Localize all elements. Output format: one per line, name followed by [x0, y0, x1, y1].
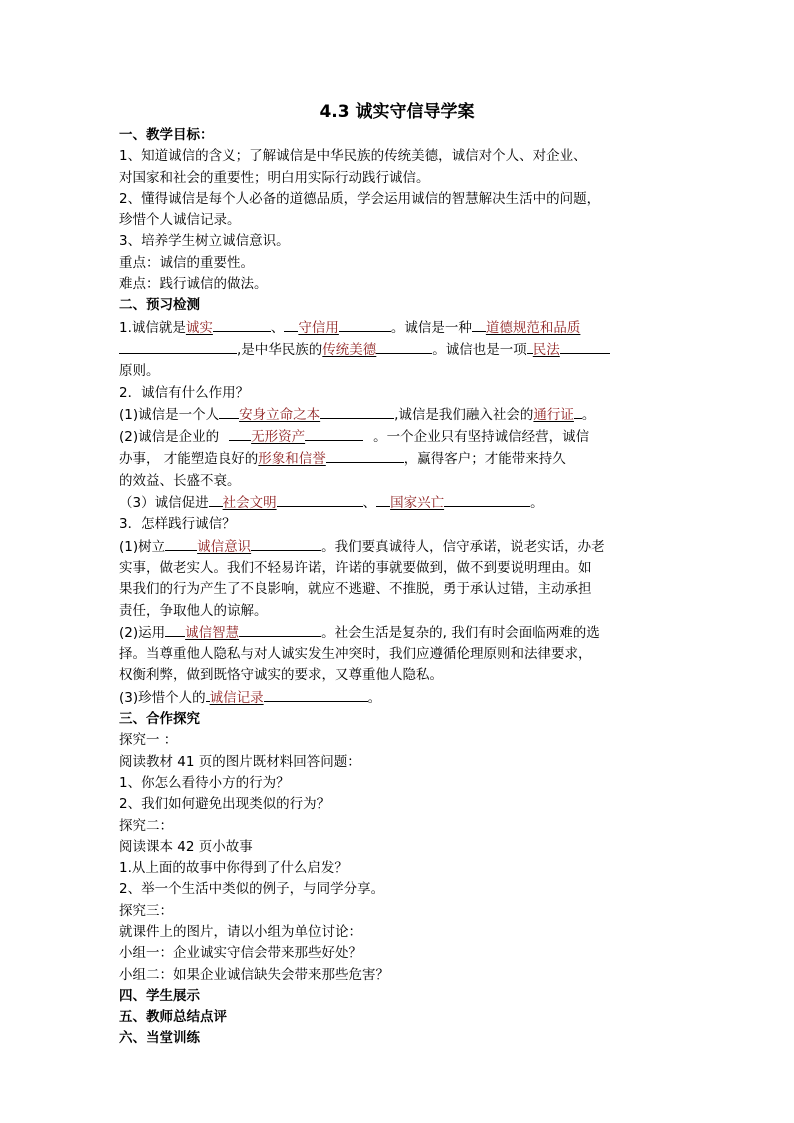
preview-q3-1-line-4: 责任，争取他人的谅解。: [119, 602, 268, 619]
answer-blank: 道德规范和品质: [485, 319, 581, 336]
underline: [320, 404, 394, 419]
preview-q1-line-1: [119, 317, 675, 339]
goal-1-line-1: 1、知道诚信的含义；了解诚信是中华民族的传统美德，诚信对个人、对企业、: [119, 148, 587, 165]
text: 。诚信也是一项: [432, 341, 527, 358]
preview-q2-1: [119, 404, 675, 426]
underline: [560, 339, 610, 354]
preview-q2-2-line-1: [119, 426, 675, 448]
underline: [209, 492, 223, 507]
preview-q3-2-line-2: 择。当尊重他人隐私与对人诚实发生冲突时，我们应遵循伦理原则和法律要求，: [119, 646, 592, 663]
section-heading-practice: 六、当堂训练: [119, 1030, 200, 1047]
text: (1)诚信是一个人: [119, 406, 220, 423]
preview-q2-2-line-2: [119, 448, 675, 470]
text: (3)珍惜个人的: [119, 689, 206, 706]
text: ，赢得客户；才能带来持久: [403, 451, 566, 468]
text: (2)诚信是企业的: [119, 429, 220, 446]
explore-3-group-2: 小组二：如果企业诚信缺失会带来那些危害？: [119, 966, 389, 983]
answer-blank: 形象和信誉: [258, 451, 326, 468]
text: 。社会生活是复杂的, 我们有时会面临两难的选: [321, 624, 600, 641]
underline: [444, 492, 530, 507]
section-heading-presentation: 四、学生展示: [119, 987, 200, 1004]
explore-2-question-1: 1.从上面的故事中你得到了什么启发？: [119, 860, 348, 877]
text: 。一个企业只有坚持诚信经营，诚信: [373, 429, 590, 446]
underline: [305, 426, 363, 441]
text: 办事， 才能塑造良好的: [119, 451, 259, 468]
preview-q1-line-2: [119, 339, 675, 361]
answer-blank: 守信用: [298, 319, 339, 336]
answer-blank: 诚信记录: [209, 689, 264, 706]
preview-q3-2-line-1: [119, 622, 675, 644]
answer-blank: 无形资产: [251, 429, 306, 446]
text: 。: [581, 406, 596, 423]
underline: [165, 622, 185, 637]
explore-1-text: 阅读教材 41 页的图片既材料回答问题：: [119, 753, 361, 770]
preview-q1-line-3: 原则。: [119, 363, 160, 380]
text: ,诚信是我们融入社会的: [394, 406, 534, 423]
underline: [284, 317, 298, 332]
text: 1.诚信就是: [119, 319, 186, 336]
preview-q2: 2．诚信有什么作用？: [119, 384, 250, 401]
preview-q3-1-line-2: 实事，做老实人。我们不轻易许诺，许诺的事就要做到，做不到要说明理由。如: [119, 559, 592, 576]
answer-blank: 民法: [532, 341, 560, 358]
underline: [239, 622, 321, 637]
preview-q3-3: [119, 687, 675, 709]
answer-blank: 传统美德: [322, 341, 377, 358]
goal-2-line-2: 珍惜个人诚信记录。: [119, 212, 241, 229]
text: 。诚信是一种: [390, 319, 472, 336]
text: 、: [270, 319, 285, 336]
text: (2)运用: [119, 624, 166, 641]
section-heading-teacher-summary: 五、教师总结点评: [119, 1009, 227, 1026]
underline: [376, 339, 432, 354]
text: 。: [367, 689, 382, 706]
underline: [219, 404, 239, 419]
underline: [264, 687, 368, 702]
preview-q3-1-line-1: [119, 536, 675, 558]
underline: [277, 492, 363, 507]
answer-blank: 国家兴亡: [390, 495, 445, 512]
text: （3）诚信促进: [119, 495, 209, 512]
text: ,是中华民族的: [237, 341, 323, 358]
section-heading-goals: 一、教学目标：: [119, 127, 214, 143]
text: 。我们要真诚待人，信守承诺，说老实话，办老: [321, 538, 605, 555]
explore-1-question-1: 1、你怎么看待小方的行为？: [119, 774, 290, 791]
underline: [472, 317, 486, 332]
goal-2-line-1: 2、懂得诚信是每个人必备的道德品质，学会运用诚信的智慧解决生活中的问题，: [119, 190, 601, 207]
answer-blank: 诚信意识: [197, 538, 252, 555]
explore-1-heading: 探究一 ：: [119, 732, 178, 749]
explore-3-heading: 探究三：: [119, 902, 173, 919]
section-heading-explore: 三、合作探究: [119, 711, 200, 728]
underline: [165, 536, 197, 551]
preview-q3: 3．怎样践行诚信？: [119, 516, 236, 533]
key-point: 重点：诚信的重要性。: [119, 254, 254, 271]
answer-blank: 诚实: [185, 319, 213, 336]
goal-1-line-2: 对国家和社会的重要性；明白用实际行动践行诚信。: [119, 169, 430, 186]
underline: [339, 317, 391, 332]
underline: [251, 536, 321, 551]
answer-blank: 社会文明: [222, 495, 277, 512]
document-title: 4.3 诚实守信导学案: [319, 102, 475, 122]
explore-2-text: 阅读课本 42 页小故事: [119, 838, 253, 855]
answer-blank: 诚信智慧: [185, 624, 240, 641]
explore-1-question-2: 2、我们如何避免出现类似的行为？: [119, 796, 331, 813]
goal-3: 3、培养学生树立诚信意识。: [119, 233, 290, 250]
document-page: [119, 100, 675, 1050]
text: 。: [530, 495, 544, 512]
preview-q2-2-line-3: 的效益、长盛不衰。: [119, 472, 241, 489]
underline: [229, 426, 251, 441]
underline: [119, 339, 237, 354]
preview-q3-1-line-3: 果我们的行为产生了不良影响，就应不逃避、不推脱，勇于承认过错，主动承担: [119, 581, 592, 598]
preview-q2-3: [119, 492, 675, 514]
explore-2-question-2: 2、举一个生活中类似的例子，与同学分享。: [119, 881, 385, 898]
explore-3-text: 就课件上的图片，请以小组为单位讨论：: [119, 923, 362, 940]
underline: [574, 404, 582, 419]
underline: [213, 317, 271, 332]
answer-blank: 通行证: [533, 406, 574, 423]
text: 、: [362, 495, 377, 512]
explore-2-heading: 探究二：: [119, 817, 173, 834]
section-heading-preview: 二、预习检测: [119, 297, 200, 314]
underline: [326, 448, 404, 463]
preview-q3-2-line-3: 权衡利弊，做到既恪守诚实的要求，又尊重他人隐私。: [119, 667, 443, 684]
text: (1)树立: [119, 538, 166, 555]
difficult-point: 难点：践行诚信的做法。: [119, 276, 268, 293]
answer-blank: 安身立命之本: [239, 406, 321, 423]
underline: [376, 492, 390, 507]
explore-3-group-1: 小组一：企业诚实守信会带来那些好处？: [119, 945, 362, 962]
